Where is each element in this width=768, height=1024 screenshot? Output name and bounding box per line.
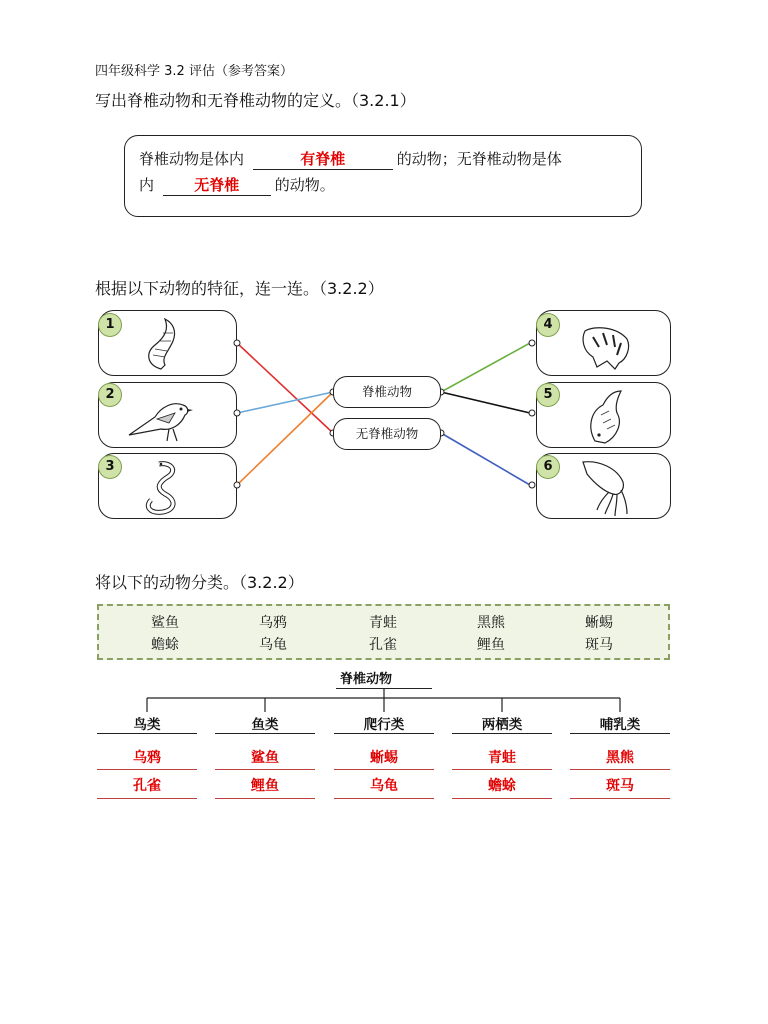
category-birds: 鸟类 xyxy=(133,717,161,733)
word-bank-item: 鲤鱼 xyxy=(477,637,505,653)
question-2-prompt: 根据以下动物的特征，连一连。（3.2.2） xyxy=(95,279,384,298)
answer-fish-2[interactable]: 鲤鱼 xyxy=(251,778,279,794)
word-bank-item: 蜥蜴 xyxy=(585,615,613,631)
word-bank-item: 斑马 xyxy=(585,637,613,653)
number-badge-2: 2 xyxy=(98,383,122,407)
question-1-prompt: 写出脊椎动物和无脊椎动物的定义。（3.2.1） xyxy=(95,91,416,110)
connector-dot xyxy=(529,482,535,488)
page-header: 四年级科学 3.2 评估（参考答案） xyxy=(95,64,293,79)
question-3-prompt: 将以下的动物分类。（3.2.2） xyxy=(95,573,304,592)
answer-fish-1[interactable]: 鲨鱼 xyxy=(251,750,279,766)
number-badge-5: 5 xyxy=(536,383,560,407)
word-bank-item: 乌龟 xyxy=(259,637,287,653)
category-underline xyxy=(97,733,197,734)
answer-birds-1[interactable]: 乌鸦 xyxy=(133,750,161,766)
tree-connectors xyxy=(0,686,768,716)
number-badge-6: 6 xyxy=(536,455,560,479)
connector-dot xyxy=(529,340,535,346)
definition-text: 的动物。 xyxy=(274,176,335,194)
answer-underline xyxy=(97,769,197,770)
definition-text: 脊椎动物是体内 xyxy=(139,150,245,168)
answer-blank-2[interactable]: 无脊椎 xyxy=(163,174,271,196)
word-bank-item: 蟾蜍 xyxy=(151,637,179,653)
line-4-to-vertebrate xyxy=(441,343,530,392)
answer-underline xyxy=(452,798,552,799)
answer-mammals-1[interactable]: 黑熊 xyxy=(606,750,634,766)
answer-underline xyxy=(334,798,434,799)
line-5-to-vertebrate xyxy=(441,392,530,413)
category-invertebrate-box[interactable]: 无脊椎动物 xyxy=(333,418,441,450)
tree-root-label: 脊椎动物 xyxy=(340,672,393,687)
category-mammals: 哺乳类 xyxy=(599,717,641,733)
word-bank-item: 黑熊 xyxy=(477,615,505,631)
answer-amphibians-2[interactable]: 蟾蜍 xyxy=(488,778,516,794)
category-underline xyxy=(215,733,315,734)
category-vertebrate-box[interactable]: 脊椎动物 xyxy=(333,376,441,408)
answer-mammals-2[interactable]: 斑马 xyxy=(606,778,634,794)
answer-underline xyxy=(334,769,434,770)
line-3-to-vertebrate xyxy=(237,392,333,485)
answer-underline xyxy=(452,769,552,770)
answer-underline xyxy=(215,798,315,799)
definition-text: 内 xyxy=(139,176,155,194)
category-reptiles: 爬行类 xyxy=(363,717,405,733)
line-1-to-invertebrate xyxy=(237,343,333,433)
answer-reptiles-2[interactable]: 乌龟 xyxy=(370,778,398,794)
line-6-to-invertebrate xyxy=(441,433,530,485)
answer-underline xyxy=(97,798,197,799)
category-fish: 鱼类 xyxy=(251,717,279,733)
connector-dot xyxy=(529,410,535,416)
connector-dot xyxy=(234,340,240,346)
answer-underline xyxy=(570,798,670,799)
category-underline xyxy=(334,733,434,734)
number-badge-4: 4 xyxy=(536,313,560,337)
answer-blank-1[interactable]: 有脊椎 xyxy=(253,148,393,170)
answer-underline xyxy=(570,769,670,770)
answer-birds-2[interactable]: 孔雀 xyxy=(133,778,161,794)
word-bank-item: 乌鸦 xyxy=(259,615,287,631)
word-bank xyxy=(97,604,670,660)
category-amphibians: 两栖类 xyxy=(481,717,523,733)
line-2-to-vertebrate xyxy=(237,392,333,413)
number-badge-1: 1 xyxy=(98,313,122,337)
connector-dot xyxy=(234,410,240,416)
answer-amphibians-1[interactable]: 青蛙 xyxy=(488,750,516,766)
word-bank-item: 青蛙 xyxy=(369,615,397,631)
word-bank-item: 鲨鱼 xyxy=(151,615,179,631)
definition-text: 的动物；无脊椎动物是体 xyxy=(396,150,562,168)
category-underline xyxy=(570,733,670,734)
category-underline xyxy=(452,733,552,734)
number-badge-3: 3 xyxy=(98,455,122,479)
connector-dot xyxy=(234,482,240,488)
word-bank-item: 孔雀 xyxy=(369,637,397,653)
answer-reptiles-1[interactable]: 蜥蜴 xyxy=(370,750,398,766)
answer-underline xyxy=(215,769,315,770)
